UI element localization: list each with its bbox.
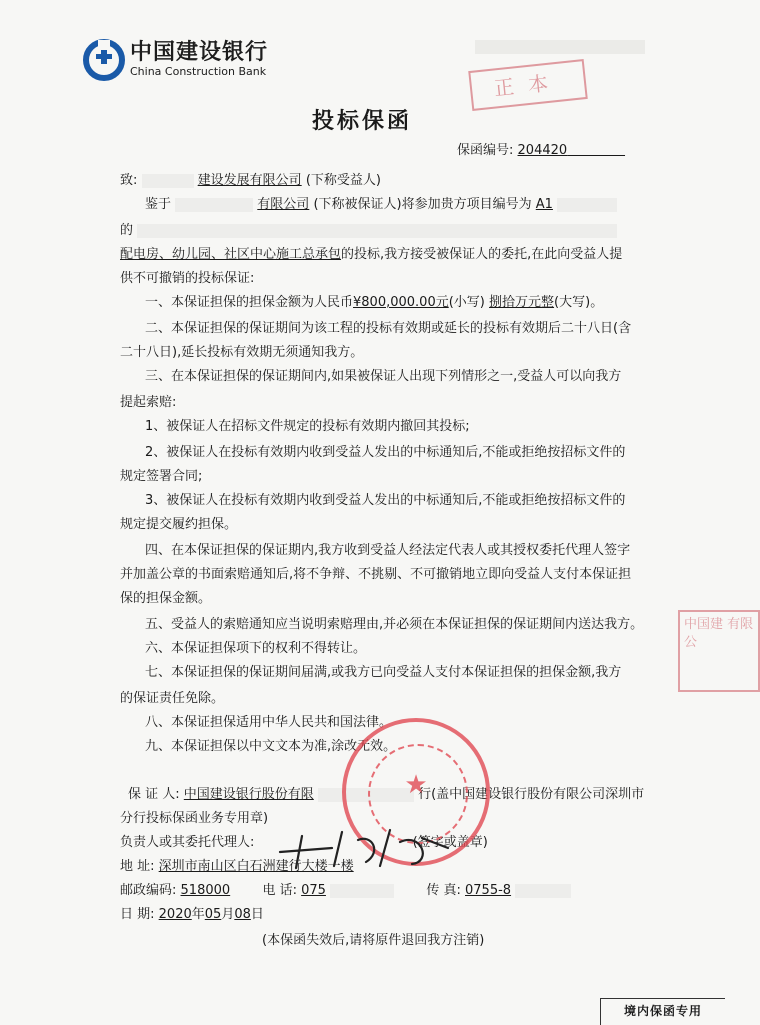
date-day: 08 (234, 907, 251, 922)
day-unit: 日 (250, 907, 264, 922)
item-four-line-1: 四、在本保证担保的保证期内,我方收到受益人经法定代表人或其授权委托代理人签字 (145, 543, 631, 558)
item-four-line-3: 保的担保金额。 (120, 591, 212, 606)
redacted-text (330, 884, 394, 898)
sub-item-2-line-1: 2、被保证人在投标有效期内收到受益人发出的中标通知后,不能或拒绝按招标文件的 (145, 445, 626, 460)
item-one (145, 294, 603, 312)
redacted-text (137, 224, 617, 238)
date-month: 05 (204, 907, 222, 922)
item-five: 五、受益人的索赔通知应当说明索赔理由,并必须在本保证担保的保证期间内送达我方。 (145, 617, 644, 632)
handwritten-signature (272, 822, 462, 872)
phone-label: 电 话: (262, 883, 297, 898)
beneficiary-name: 建设发展有限公司 (197, 173, 302, 188)
beneficiary-suffix: (下称受益人) (305, 173, 381, 188)
intro-line-2 (120, 222, 617, 240)
intro-text: 鉴于 (145, 197, 172, 212)
representative-suffix: (签字或盖章) (412, 835, 488, 850)
guarantor-label: 保 证 人: (128, 787, 180, 802)
original-stamp: 正本 (468, 59, 588, 111)
date-year: 2020 (158, 907, 192, 922)
postcode-label: 邮政编码: (120, 883, 177, 898)
addressee-line (120, 172, 381, 190)
date-label: 日 期: (120, 907, 155, 922)
item-four-line-2: 并加盖公章的书面索赔通知后,将不争辩、不挑剔、不可撤销地立即向受益人支付本保证担 (120, 567, 632, 582)
return-note: (本保函失效后,请将原件退回我方注销) (262, 933, 485, 948)
item-three-line-2: 提起索赔: (120, 395, 177, 410)
doc-number-label: 保函编号: (457, 143, 514, 158)
phone-value: 075 (301, 883, 326, 898)
bank-logo (84, 40, 268, 80)
domestic-guarantee-tag: 境内保函专用 (600, 998, 725, 1025)
fax-label: 传 真: (426, 883, 461, 898)
item-six: 六、本保证担保项下的权利不得转让。 (145, 641, 367, 656)
item-seven-line-1: 七、本保证担保的保证期间届满,或我方已向受益人支付本保证担保的担保金额,我方 (145, 665, 622, 680)
item-eight: 八、本保证担保适用中华人民共和国法律。 (145, 715, 393, 730)
guarantor-line-2: 分行投标保函业务专用章) (120, 811, 269, 826)
item-nine: 九、本保证担保以中文文本为准,涂改无效。 (145, 739, 397, 754)
faded-header-text (475, 40, 645, 54)
project-name: 配电房、幼儿园、社区中心施工总承包 (120, 247, 342, 262)
intro-line-1 (145, 196, 617, 214)
to-label: 致: (120, 173, 138, 188)
doc-number-line (457, 142, 625, 160)
item-seven-line-2: 的保证责任免除。 (120, 691, 225, 706)
ccb-logo-icon (84, 40, 124, 80)
contact-line (120, 882, 571, 900)
project-number: A1 (535, 197, 553, 212)
redacted-text (142, 174, 194, 188)
item-text: (大写)。 (554, 295, 604, 310)
address-label: 地 址: (120, 859, 155, 874)
fax-value: 0755-8 (465, 883, 512, 898)
guarantor-tail: 行(盖中国建设银行股份有限公司深圳市 (418, 787, 645, 802)
item-three-line-1: 三、在本保证担保的保证期间内,如果被保证人出现下列情形之一,受益人可以向我方 (145, 369, 622, 384)
guarantee-amount: ¥800,000.00元 (353, 295, 449, 310)
redacted-text (557, 198, 617, 212)
guarantor-name: 中国建设银行股份有限 (183, 787, 314, 802)
guarantee-amount-words: 捌拾万元整 (489, 295, 555, 310)
redacted-text (175, 198, 253, 212)
month-unit: 月 (221, 907, 235, 922)
bank-name-cn: 中国建设银行 (130, 40, 269, 65)
intro-text: 的投标,我方接受被保证人的委托,在此向受益人提 (341, 247, 623, 262)
intro-text: (下称被保证人)将参加贵方项目编号为 (313, 197, 532, 212)
bank-name-en: China Construction Bank (130, 65, 267, 78)
side-red-stamp: 中国建 有限公 (678, 610, 760, 692)
seal-star-icon: ★ (404, 770, 428, 800)
document-title: 投标保函 (311, 109, 412, 134)
item-text: 一、本保证担保的担保金额为人民币 (145, 295, 354, 310)
intro-text: 的 (120, 223, 134, 238)
address-value: 深圳市南山区白石洲建行大楼一楼 (158, 859, 354, 874)
applicant-name: 有限公司 (257, 197, 310, 212)
redacted-text (515, 884, 571, 898)
item-two-line-2: 二十八日),延长投标有效期无须通知我方。 (120, 345, 364, 360)
item-text: (小写) (448, 295, 485, 310)
item-two-line-1: 二、本保证担保的保证期间为该工程的投标有效期或延长的投标有效期后二十八日(含 (145, 321, 632, 336)
year-unit: 年 (191, 907, 205, 922)
sub-item-3-line-1: 3、被保证人在投标有效期内收到受益人发出的中标通知后,不能或拒绝按招标文件的 (145, 493, 626, 508)
intro-line-3 (120, 246, 622, 264)
intro-line-4: 供不可撤销的投标保证: (120, 271, 255, 286)
sub-item-2-line-2: 规定签署合同; (120, 469, 203, 484)
doc-number: 204420 (517, 143, 568, 158)
sub-item-3-line-2: 规定提交履约担保。 (120, 517, 238, 532)
date-line (120, 906, 264, 924)
representative-label: 负责人或其委托代理人: (120, 835, 255, 850)
postcode-value: 518000 (180, 883, 231, 898)
sub-item-1: 1、被保证人在招标文件规定的投标有效期内撤回其投标; (145, 419, 470, 434)
